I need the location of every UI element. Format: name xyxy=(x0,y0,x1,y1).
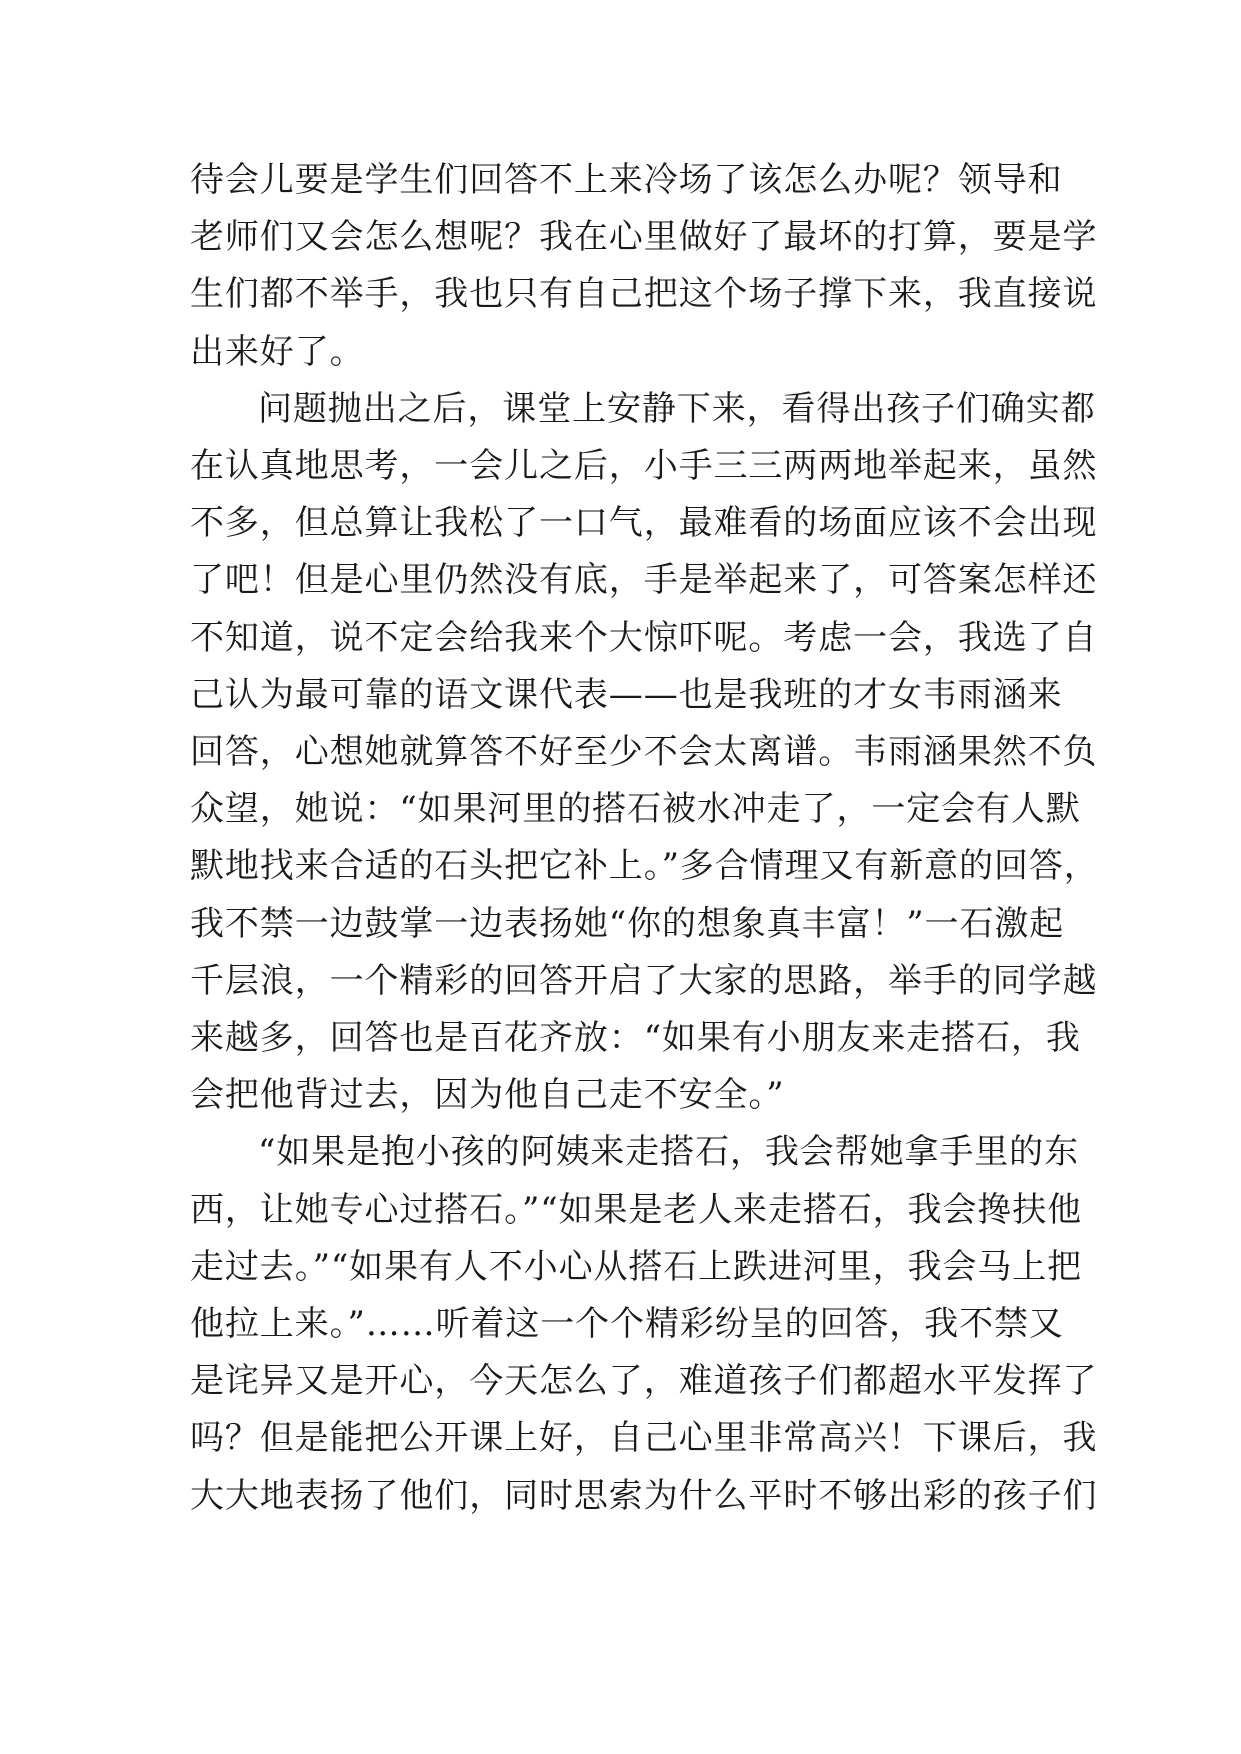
text-line: 西，让她专心过搭石。”“如果是老人来走搭石，我会搀扶他 xyxy=(190,1189,1083,1230)
text-line: 会把他背过去，因为他自己走不安全。” xyxy=(190,1075,785,1116)
text-line: 不知道，说不定会给我来个大惊吓呢。考虑一会，我选了自 xyxy=(190,617,1098,658)
text-line: 他拉上来。”……听着这一个个精彩纷呈的回答，我不禁又 xyxy=(190,1304,1064,1345)
text-line: 大大地表扬了他们，同时思索为什么平时不够出彩的孩子们 xyxy=(190,1475,1098,1516)
paragraph-3 xyxy=(190,1124,1098,1524)
text-line: 老师们又会怎么想呢？我在心里做好了最坏的打算，要是学 xyxy=(190,217,1098,258)
paragraph-2 xyxy=(190,381,1099,1125)
text-line: 吗？但是能把公开课上好，自己心里非常高兴！下课后，我 xyxy=(190,1418,1098,1459)
document-body xyxy=(190,152,1099,1525)
text-line: 了吧！但是心里仍然没有底，手是举起来了，可答案怎样还 xyxy=(190,560,1098,601)
text-line: 众望，她说：“如果河里的搭石被水冲走了，一定会有人默 xyxy=(190,789,1081,830)
text-line: “如果是抱小孩的阿姨来走搭石，我会帮她拿手里的东 xyxy=(258,1132,1079,1173)
text-line: 己认为最可靠的语文课代表——也是我班的才女韦雨涵来 xyxy=(190,674,1063,715)
text-line: 是诧异又是开心，今天怎么了，难道孩子们都超水平发挥了 xyxy=(190,1361,1098,1402)
text-line: 来越多，回答也是百花齐放：“如果有小朋友来走搭石，我 xyxy=(190,1018,1081,1059)
text-line: 生们都不举手，我也只有自己把这个场子撑下来，我直接说 xyxy=(190,274,1098,315)
text-line: 千层浪，一个精彩的回答开启了大家的思路，举手的同学越 xyxy=(190,960,1098,1001)
text-line: 不多，但总算让我松了一口气，最难看的场面应该不会出现 xyxy=(190,503,1098,544)
text-line: 走过去。”“如果有人不小心从搭石上跌进河里，我会马上把 xyxy=(190,1246,1083,1287)
text-line: 出来好了。 xyxy=(190,331,365,372)
text-line: 问题抛出之后，课堂上安静下来，看得出孩子们确实都 xyxy=(258,388,1096,429)
text-line: 我不禁一边鼓掌一边表扬她“你的想象真丰富！”一石激起 xyxy=(190,903,1065,944)
text-line: 回答，心想她就算答不好至少不会太离谱。韦雨涵果然不负 xyxy=(190,732,1098,773)
paragraph-1 xyxy=(190,152,1098,381)
text-line: 默地找来合适的石头把它补上。”多合情理又有新意的回答， xyxy=(190,846,1099,887)
text-line: 在认真地思考，一会儿之后，小手三三两两地举起来，虽然 xyxy=(190,446,1098,487)
text-line: 待会儿要是学生们回答不上来冷场了该怎么办呢？领导和 xyxy=(190,160,1063,200)
